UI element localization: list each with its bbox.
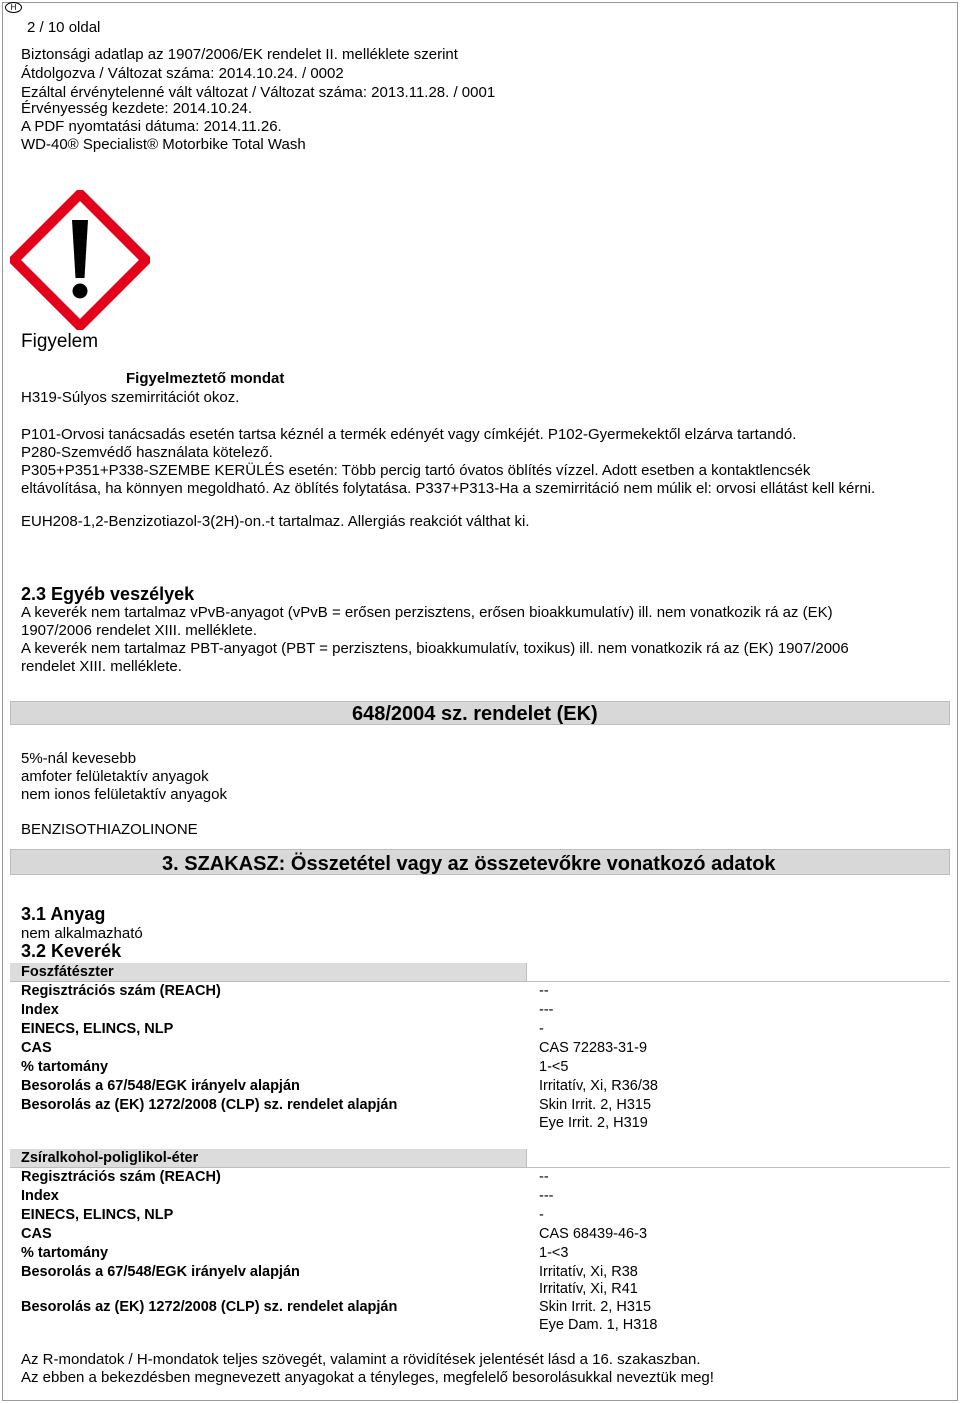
table-row-value: 1-<3 xyxy=(539,1245,569,1261)
page-number: 2 / 10 oldal xyxy=(27,19,101,36)
other-hazards-line: A keverék nem tartalmaz vPvB-anyagot (vPvB = erősen perzisztens, erősen bioakkumulatív) ill. nem vonatkozik rá az (EK) xyxy=(21,604,833,621)
table-row-label: % tartomány xyxy=(21,1245,109,1261)
table-row-value: 1-<5 xyxy=(539,1059,569,1075)
product-name: WD-40® Specialist® Motorbike Total Wash xyxy=(21,136,306,153)
statement-heading: Figyelmeztető mondat xyxy=(126,370,285,387)
other-hazards-line: rendelet XIII. melléklete. xyxy=(21,658,182,675)
table-row-label: Besorolás a 67/548/EGK irányelv alapján xyxy=(21,1078,300,1094)
table-divider xyxy=(526,1149,527,1167)
detergent-line: 5%-nál kevesebb xyxy=(21,750,137,767)
p-statement-line: eltávolítása, ha könnyen megoldható. Az öblítés folytatása. P337+P313-Ha a szemirritáció nem múlik el: orvosi ellátást kell kérni. xyxy=(21,480,876,497)
table-row-label: Index xyxy=(21,1188,59,1204)
header-line-3: Ezáltal érvénytelenné vált változat / Változat száma: 2013.11.28. / 0001 xyxy=(21,84,496,101)
h-statement: H319-Súlyos szemirritációt okoz. xyxy=(21,389,240,406)
table-row-label: % tartomány xyxy=(21,1059,109,1075)
p-statement-line: P305+P351+P338-SZEMBE KERÜLÉS esetén: Több percig tartó óvatos öblítés vízzel. Adott esetben a kontaktlencsék xyxy=(21,462,811,479)
signal-word: Figyelem xyxy=(21,331,99,352)
table-row-value: CAS 68439-46-3 xyxy=(539,1226,648,1242)
header-line-1: Biztonsági adatlap az 1907/2006/EK rendelet II. melléklete szerint xyxy=(21,46,458,63)
header-line-2: Átdolgozva / Változat száma: 2014.10.24. / 0002 xyxy=(21,65,344,82)
table-row-label: CAS xyxy=(21,1040,52,1056)
table-row-value: Skin Irrit. 2, H315 xyxy=(539,1299,652,1315)
detergent-extra: BENZISOTHIAZOLINONE xyxy=(21,821,198,838)
table-row-label: Regisztrációs szám (REACH) xyxy=(21,983,221,999)
table-row-label: Besorolás a 67/548/EGK irányelv alapján xyxy=(21,1264,300,1280)
footer-note: Az R-mondatok / H-mondatok teljes szövegét, valamint a rövidítések jelentését lásd a 16. szakaszban. xyxy=(21,1351,701,1368)
table-row-label: Regisztrációs szám (REACH) xyxy=(21,1169,221,1185)
other-hazards-line: 1907/2006 rendelet XIII. melléklete. xyxy=(21,622,257,639)
table-row-value: - xyxy=(539,1021,544,1037)
p-statement-line: P280-Szemvédő használata kötelező. xyxy=(21,444,273,461)
table-row-label: EINECS, ELINCS, NLP xyxy=(21,1207,174,1223)
table-row-value: - xyxy=(539,1207,544,1223)
table-row-value: Irritatív, Xi, R38 xyxy=(539,1264,638,1280)
detergent-regulation-title: 648/2004 sz. rendelet (EK) xyxy=(352,703,598,725)
table-row-value: Irritatív, Xi, R36/38 xyxy=(539,1078,658,1094)
mixture-title: 3.2 Keverék xyxy=(21,941,122,961)
header-line-5: A PDF nyomtatási dátuma: 2014.11.26. xyxy=(21,118,282,135)
substance-title: 3.1 Anyag xyxy=(21,904,106,924)
footer-note: Az ebben a bekezdésben megnevezett anyagokat a tényleges, megfelelő besorolásukkal neveztük meg! xyxy=(21,1369,714,1386)
table-row-value: Skin Irrit. 2, H315 xyxy=(539,1097,652,1113)
euh-statement: EUH208-1,2-Benzizotiazol-3(2H)-on.-t tartalmaz. Allergiás reakciót válthat ki. xyxy=(21,513,530,530)
table-row-value: --- xyxy=(539,1002,554,1018)
table-row-label: Index xyxy=(21,1002,59,1018)
table-row-label: Besorolás az (EK) 1272/2008 (CLP) sz. rendelet alapján xyxy=(21,1097,398,1113)
detergent-line: amfoter felületaktív anyagok xyxy=(21,768,209,785)
header-line-4: Érvényesség kezdete: 2014.10.24. xyxy=(21,100,252,117)
table-row-value: CAS 72283-31-9 xyxy=(539,1040,648,1056)
detergent-line: nem ionos felületaktív anyagok xyxy=(21,786,227,803)
p-statement-line: P101-Orvosi tanácsadás esetén tartsa kéznél a termék edényét vagy címkéjét. P102-Gyermekektől elzárva tartandó. xyxy=(21,426,797,443)
component-name: Foszfátészter xyxy=(21,964,114,980)
table-row-label: CAS xyxy=(21,1226,52,1242)
exclamation-mark-diamond-icon xyxy=(10,190,150,330)
component-name: Zsíralkohol-poliglikol-éter xyxy=(21,1150,199,1166)
corner-badge: H xyxy=(5,2,22,13)
substance-value: nem alkalmazható xyxy=(21,925,143,942)
table-row-value: Eye Dam. 1, H318 xyxy=(539,1317,658,1333)
other-hazards-line: A keverék nem tartalmaz PBT-anyagot (PBT = perzisztens, bioakkumulatív, toxikus) ill. nem vonatkozik rá az (EK) 1907/2006 xyxy=(21,640,849,657)
table-row-value: Irritatív, Xi, R41 xyxy=(539,1281,638,1297)
other-hazards-title: 2.3 Egyéb veszélyek xyxy=(21,584,195,604)
table-divider xyxy=(526,963,527,981)
table-row-value: -- xyxy=(539,1169,549,1185)
table-row-value: -- xyxy=(539,983,549,999)
section3-title: 3. SZAKASZ: Összetétel vagy az összetevőkre vonatkozó adatok xyxy=(162,853,776,875)
table-row-label: Besorolás az (EK) 1272/2008 (CLP) sz. rendelet alapján xyxy=(21,1299,398,1315)
table-row-value: --- xyxy=(539,1188,554,1204)
table-row-value: Eye Irrit. 2, H319 xyxy=(539,1115,648,1131)
table-row-label: EINECS, ELINCS, NLP xyxy=(21,1021,174,1037)
